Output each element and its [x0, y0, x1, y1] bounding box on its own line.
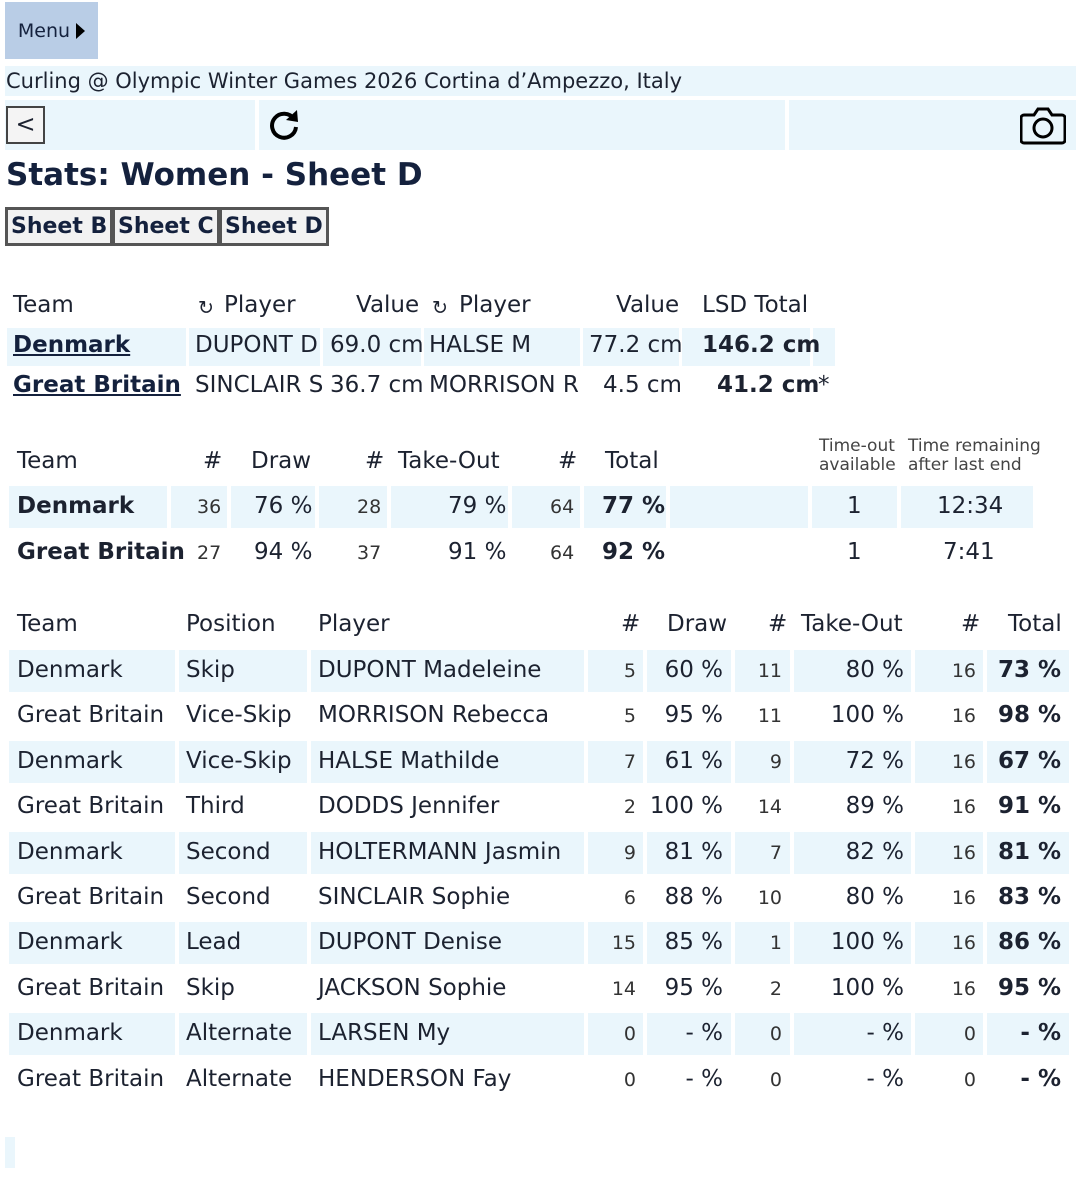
player-total: 67 % [997, 748, 1061, 774]
player-header-player: Player [318, 611, 390, 637]
player-n3: 16 [951, 932, 976, 954]
player-n1: 5 [623, 705, 636, 727]
team-n1: 36 [197, 496, 222, 518]
player-team: Denmark [17, 839, 123, 865]
team-draw: 94 % [254, 539, 313, 565]
player-player: DODDS Jennifer [318, 793, 500, 819]
player-position: Second [186, 884, 271, 910]
player-total: 86 % [997, 929, 1061, 955]
player-total: - % [1020, 1020, 1061, 1046]
player-header-total: Total [1008, 611, 1062, 637]
page-title: Stats: Women - Sheet D [6, 157, 423, 193]
team-n1: 27 [197, 542, 222, 564]
player-n3: 0 [963, 1069, 976, 1091]
player-player: HALSE Mathilde [318, 748, 500, 774]
player-position: Skip [186, 657, 235, 683]
team-n3: 64 [550, 542, 575, 564]
team-n3: 64 [550, 496, 575, 518]
team-header-total: Total [605, 448, 659, 474]
player-n1: 15 [611, 932, 636, 954]
player-takeout: 82 % [845, 839, 904, 865]
sheet-b-button[interactable]: Sheet B [5, 207, 113, 246]
team-link-denmark[interactable]: Denmark [13, 332, 131, 358]
lsd-header-player2: Player [459, 292, 531, 318]
player-team: Great Britain [17, 793, 165, 819]
menu-label: Menu [17, 19, 71, 42]
player-n2: 1 [769, 932, 782, 954]
player-takeout: - % [866, 1066, 904, 1092]
player-draw: 95 % [664, 702, 723, 728]
player-n3: 16 [951, 978, 976, 1000]
lsd-value2: 77.2 cm [589, 332, 683, 358]
player-header-n3: # [961, 611, 981, 637]
team-total: 77 % [602, 493, 666, 519]
player-header-team: Team [17, 611, 78, 637]
player-team: Denmark [17, 748, 123, 774]
lsd-player2: HALSE M [429, 332, 532, 358]
player-n3: 0 [963, 1023, 976, 1045]
player-draw: 60 % [664, 657, 723, 683]
player-takeout: 89 % [845, 793, 904, 819]
player-total: 81 % [997, 839, 1061, 865]
player-n1: 0 [623, 1023, 636, 1045]
player-takeout: 72 % [845, 748, 904, 774]
lsd-player2: MORRISON R [429, 372, 579, 398]
camera-icon[interactable] [1020, 104, 1066, 146]
player-position: Alternate [186, 1066, 293, 1092]
player-draw: 88 % [664, 884, 723, 910]
player-position: Second [186, 839, 271, 865]
refresh-icon[interactable] [266, 107, 302, 143]
player-player: HENDERSON Fay [318, 1066, 512, 1092]
player-n3: 16 [951, 887, 976, 909]
team-timeout: 1 [847, 539, 862, 565]
team-takeout: 91 % [448, 539, 507, 565]
player-total: 95 % [997, 975, 1061, 1001]
player-team: Great Britain [17, 975, 165, 1001]
player-total: 98 % [997, 702, 1061, 728]
player-n3: 16 [951, 796, 976, 818]
team-header-time-2: after last end [908, 455, 1022, 475]
team-header-takeout: Take-Out [398, 448, 500, 474]
player-draw: - % [685, 1020, 723, 1046]
player-takeout: 100 % [830, 929, 904, 955]
player-header-n2: # [768, 611, 788, 637]
player-team: Denmark [17, 1020, 123, 1046]
team-header-team: Team [17, 448, 78, 474]
team-time: 12:34 [937, 493, 1004, 519]
player-total: 83 % [997, 884, 1061, 910]
team-link-great-britain[interactable]: Great Britain [13, 372, 181, 398]
player-total: - % [1020, 1066, 1061, 1092]
team-header-n1: # [203, 448, 223, 474]
player-n3: 16 [951, 842, 976, 864]
player-position: Skip [186, 975, 235, 1001]
lsd-value2: 4.5 cm [603, 372, 682, 398]
team-takeout: 79 % [448, 493, 507, 519]
player-takeout: 80 % [845, 884, 904, 910]
player-n1: 9 [623, 842, 636, 864]
player-position: Alternate [186, 1020, 293, 1046]
player-player: LARSEN My [318, 1020, 451, 1046]
event-title: Curling @ Olympic Winter Games 2026 Cortina d’Ampezzo, Italy [5, 66, 1076, 96]
player-team: Great Britain [17, 884, 165, 910]
lsd-header-value1: Value [356, 292, 420, 318]
team-header-n3: # [558, 448, 578, 474]
player-team: Denmark [17, 929, 123, 955]
player-draw: 100 % [649, 793, 723, 819]
team-n2: 37 [357, 542, 382, 564]
player-team: Great Britain [17, 1066, 165, 1092]
player-header-n1: # [621, 611, 641, 637]
team-header-time-1: Time remaining [908, 436, 1041, 456]
team-name: Great Britain [17, 539, 185, 565]
player-n2: 0 [769, 1069, 782, 1091]
player-draw: - % [685, 1066, 723, 1092]
lsd-header-total: LSD Total [702, 292, 809, 318]
sheet-c-button[interactable]: Sheet C [112, 207, 220, 246]
player-draw: 61 % [664, 748, 723, 774]
player-player: HOLTERMANN Jasmin [318, 839, 562, 865]
player-n2: 11 [757, 660, 782, 682]
team-total: 92 % [602, 539, 666, 565]
team-header-draw: Draw [251, 448, 312, 474]
player-n1: 14 [611, 978, 636, 1000]
player-takeout: 80 % [845, 657, 904, 683]
player-n1: 7 [623, 751, 636, 773]
player-n2: 2 [769, 978, 782, 1000]
player-total: 91 % [997, 793, 1061, 819]
player-n1: 0 [623, 1069, 636, 1091]
team-name: Denmark [17, 493, 135, 519]
lsd-value1: 69.0 cm [330, 332, 424, 358]
player-player: MORRISON Rebecca [318, 702, 550, 728]
lsd-total: 41.2 cm [717, 372, 820, 398]
player-n2: 10 [757, 887, 782, 909]
player-takeout: 100 % [830, 702, 904, 728]
toolbar-middle [259, 100, 785, 150]
player-header-position: Position [186, 611, 276, 637]
team-header-n2: # [365, 448, 385, 474]
lsd-total: 146.2 cm [702, 332, 821, 358]
player-player: DUPONT Madeleine [318, 657, 542, 683]
lsd-player1: SINCLAIR S [195, 372, 324, 398]
player-position: Vice-Skip [186, 748, 292, 774]
player-takeout: - % [866, 1020, 904, 1046]
player-n2: 0 [769, 1023, 782, 1045]
player-team: Great Britain [17, 702, 165, 728]
player-draw: 81 % [664, 839, 723, 865]
team-header-timeout-1: Time-out [819, 436, 895, 456]
player-takeout: 100 % [830, 975, 904, 1001]
rotate-icon: ↻ [432, 297, 448, 319]
player-header-takeout: Take-Out [801, 611, 903, 637]
player-player: JACKSON Sophie [318, 975, 507, 1001]
player-n1: 2 [623, 796, 636, 818]
team-time: 7:41 [943, 539, 995, 565]
player-team: Denmark [17, 657, 123, 683]
player-n1: 6 [623, 887, 636, 909]
team-n2: 28 [357, 496, 382, 518]
player-player: SINCLAIR Sophie [318, 884, 511, 910]
player-n2: 14 [757, 796, 782, 818]
team-draw: 76 % [254, 493, 313, 519]
back-button[interactable]: < [6, 106, 45, 144]
player-n3: 16 [951, 751, 976, 773]
player-n3: 16 [951, 705, 976, 727]
lsd-header-value2: Value [616, 292, 680, 318]
lsd-mark: * [818, 372, 830, 398]
rotate-icon: ↻ [198, 297, 214, 319]
sheet-d-button[interactable]: Sheet D [219, 207, 329, 246]
lsd-header-team: Team [13, 292, 74, 318]
lsd-header-player1: Player [224, 292, 296, 318]
player-player: DUPONT Denise [318, 929, 503, 955]
player-n2: 11 [757, 705, 782, 727]
player-draw: 95 % [664, 975, 723, 1001]
player-position: Lead [186, 929, 242, 955]
player-n2: 9 [769, 751, 782, 773]
player-n3: 16 [951, 660, 976, 682]
player-draw: 85 % [664, 929, 723, 955]
caret-right-icon [76, 23, 85, 39]
team-timeout: 1 [847, 493, 862, 519]
player-position: Vice-Skip [186, 702, 292, 728]
player-n1: 5 [623, 660, 636, 682]
team-header-timeout-2: available [819, 455, 896, 475]
player-n2: 7 [769, 842, 782, 864]
player-position: Third [186, 793, 245, 819]
player-total: 73 % [997, 657, 1061, 683]
lsd-value1: 36.7 cm [330, 372, 424, 398]
player-header-draw: Draw [667, 611, 728, 637]
bottom-strip [5, 1137, 15, 1168]
menu-button[interactable] [5, 2, 98, 59]
lsd-player1: DUPONT D [195, 332, 318, 358]
